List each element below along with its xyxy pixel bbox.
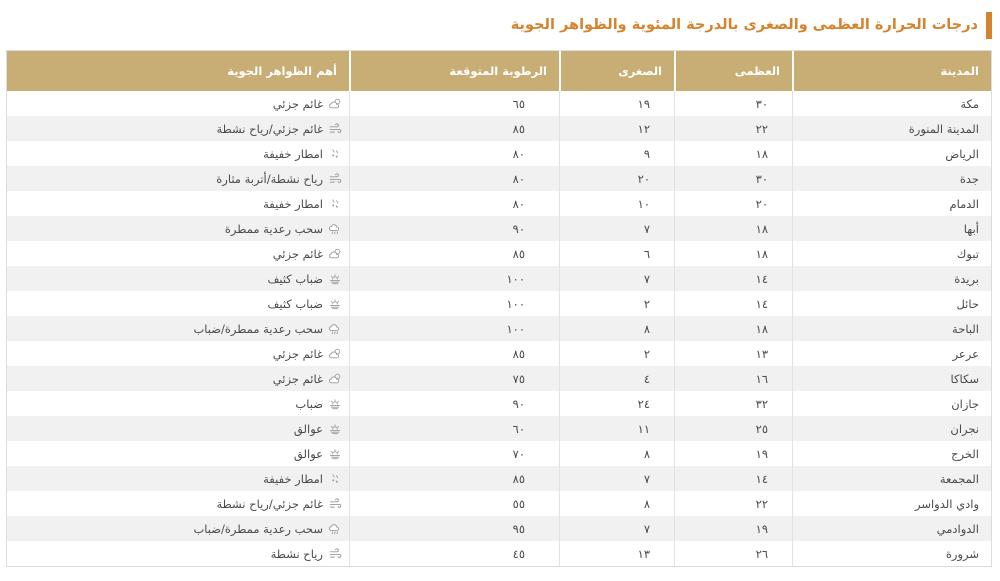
city-name: عرعر [792, 341, 991, 366]
partly-cloudy-icon [328, 97, 342, 111]
max-temp-value: ١٨ [674, 241, 792, 266]
min-temp-value: ١١ [559, 416, 674, 441]
phenomena-label: امطار خفيفة [263, 196, 323, 211]
city-name: بريدة [792, 266, 991, 291]
phenomena-label: ضباب كثيف [267, 271, 323, 286]
table-row [7, 341, 991, 366]
table-row [7, 541, 991, 566]
humidity-value: ٤٥ [349, 541, 559, 566]
weather-table [6, 50, 992, 567]
phenomena-content [7, 272, 342, 286]
humidity-value: ٨٠ [349, 141, 559, 166]
min-temp-value: ٢ [559, 291, 674, 316]
phenomena-label: سحب رعدية ممطرة/ضباب [193, 521, 323, 536]
phenomena-cell [7, 141, 349, 166]
header-humidity: الرطوبة المتوقعة [349, 51, 559, 91]
header-phenomena: أهم الظواهر الجوية [7, 51, 349, 91]
page-title: درجات الحرارة العظمى والصغرى بالدرجة المئوية والظواهر الجوية [510, 17, 978, 33]
phenomena-cell [7, 466, 349, 491]
phenomena-label: رياح نشطة/أتربة مثارة [216, 171, 323, 186]
max-temp-value: ١٤ [674, 291, 792, 316]
min-temp-value: ٦ [559, 241, 674, 266]
humidity-value: ٧٥ [349, 366, 559, 391]
phenomena-content [7, 522, 342, 536]
phenomena-content [7, 422, 342, 436]
city-name: مكة [792, 91, 991, 116]
min-temp-value: ٨ [559, 491, 674, 516]
header-city: المدينة [792, 51, 991, 91]
max-temp-value: ٢٠ [674, 191, 792, 216]
phenomena-content [7, 397, 342, 411]
fog-icon [328, 397, 342, 411]
fog-icon [328, 422, 342, 436]
max-temp-value: ١٤ [674, 266, 792, 291]
phenomena-label: ضباب [295, 396, 323, 411]
phenomena-cell [7, 416, 349, 441]
min-temp-value: ٨ [559, 441, 674, 466]
table-row [7, 366, 991, 391]
max-temp-value: ١٤ [674, 466, 792, 491]
partly-cloudy-icon [328, 347, 342, 361]
phenomena-label: غائم جزئي [272, 346, 323, 361]
table-row [7, 491, 991, 516]
storm-cloud-icon [328, 322, 342, 336]
phenomena-cell [7, 166, 349, 191]
city-name: المدينة المنورة [792, 116, 991, 141]
city-name: الدوادمي [792, 516, 991, 541]
phenomena-content [7, 372, 342, 386]
phenomena-content [7, 347, 342, 361]
title-accent-bar [986, 12, 992, 39]
city-name: أبها [792, 216, 991, 241]
phenomena-content [7, 197, 342, 211]
phenomena-cell [7, 491, 349, 516]
phenomena-cell [7, 541, 349, 566]
max-temp-value: ١٨ [674, 141, 792, 166]
max-temp-value: ٢٦ [674, 541, 792, 566]
max-temp-value: ٣٢ [674, 391, 792, 416]
min-temp-value: ٢٤ [559, 391, 674, 416]
phenomena-content [7, 472, 342, 486]
phenomena-label: غائم جزئي [272, 371, 323, 386]
max-temp-value: ٢٢ [674, 491, 792, 516]
phenomena-label: امطار خفيفة [263, 146, 323, 161]
max-temp-value: ١٣ [674, 341, 792, 366]
humidity-value: ٨٠ [349, 191, 559, 216]
header-min-temp: الصغرى [559, 51, 674, 91]
min-temp-value: ١٠ [559, 191, 674, 216]
phenomena-cell [7, 216, 349, 241]
phenomena-label: غائم جزئي/رياح نشطة [216, 121, 323, 136]
phenomena-content [7, 247, 342, 261]
min-temp-value: ١٩ [559, 91, 674, 116]
table-row [7, 116, 991, 141]
city-name: الرياض [792, 141, 991, 166]
phenomena-content [7, 297, 342, 311]
header-row [7, 51, 991, 91]
wind-icon [328, 172, 342, 186]
min-temp-value: ٧ [559, 466, 674, 491]
light-rain-icon [328, 147, 342, 161]
storm-cloud-icon [328, 222, 342, 236]
phenomena-label: ضباب كثيف [267, 296, 323, 311]
phenomena-content [7, 547, 342, 561]
phenomena-content [7, 147, 342, 161]
city-name: الباحة [792, 316, 991, 341]
table-row [7, 91, 991, 116]
humidity-value: ١٠٠ [349, 291, 559, 316]
table-row [7, 416, 991, 441]
max-temp-value: ١٨ [674, 316, 792, 341]
wind-icon [328, 547, 342, 561]
humidity-value: ٨٥ [349, 466, 559, 491]
min-temp-value: ٧ [559, 266, 674, 291]
partly-cloudy-icon [328, 247, 342, 261]
wind-icon [328, 122, 342, 136]
humidity-value: ٧٠ [349, 441, 559, 466]
fog-icon [328, 447, 342, 461]
humidity-value: ٦٠ [349, 416, 559, 441]
table-row [7, 391, 991, 416]
min-temp-value: ١٢ [559, 116, 674, 141]
phenomena-content [7, 97, 342, 111]
header-max-temp: العظمى [674, 51, 792, 91]
phenomena-content [7, 497, 342, 511]
humidity-value: ٩٠ [349, 391, 559, 416]
phenomena-label: سحب رعدية ممطرة/ضباب [193, 321, 323, 336]
phenomena-cell [7, 316, 349, 341]
city-name: حائل [792, 291, 991, 316]
phenomena-content [7, 222, 342, 236]
max-temp-value: ٢٢ [674, 116, 792, 141]
phenomena-content [7, 447, 342, 461]
phenomena-label: غائم جزئي [272, 246, 323, 261]
city-name: شرورة [792, 541, 991, 566]
table-row [7, 191, 991, 216]
city-name: الدمام [792, 191, 991, 216]
wind-icon [328, 497, 342, 511]
city-name: الخرج [792, 441, 991, 466]
min-temp-value: ٨ [559, 316, 674, 341]
min-temp-value: ٢٠ [559, 166, 674, 191]
humidity-value: ٨٥ [349, 241, 559, 266]
max-temp-value: ١٦ [674, 366, 792, 391]
city-name: جازان [792, 391, 991, 416]
city-name: سكاكا [792, 366, 991, 391]
min-temp-value: ٢ [559, 341, 674, 366]
max-temp-value: ٣٠ [674, 91, 792, 116]
phenomena-cell [7, 516, 349, 541]
humidity-value: ٨٥ [349, 341, 559, 366]
humidity-value: ٨٥ [349, 116, 559, 141]
phenomena-cell [7, 441, 349, 466]
table-row [7, 291, 991, 316]
phenomena-cell [7, 266, 349, 291]
max-temp-value: ١٩ [674, 441, 792, 466]
city-name: نجران [792, 416, 991, 441]
phenomena-cell [7, 116, 349, 141]
fog-icon [328, 272, 342, 286]
humidity-value: ٩٥ [349, 516, 559, 541]
max-temp-value: ١٩ [674, 516, 792, 541]
min-temp-value: ١٣ [559, 541, 674, 566]
table-row [7, 441, 991, 466]
min-temp-value: ٤ [559, 366, 674, 391]
max-temp-value: ٣٠ [674, 166, 792, 191]
phenomena-cell [7, 366, 349, 391]
phenomena-cell [7, 341, 349, 366]
partly-cloudy-icon [328, 372, 342, 386]
storm-cloud-icon [328, 522, 342, 536]
phenomena-label: رياح نشطة [270, 546, 323, 561]
humidity-value: ١٠٠ [349, 316, 559, 341]
max-temp-value: ١٨ [674, 216, 792, 241]
table-row [7, 466, 991, 491]
phenomena-content [7, 172, 342, 186]
city-name: جدة [792, 166, 991, 191]
table-row [7, 141, 991, 166]
table-row [7, 241, 991, 266]
phenomena-label: سحب رعدية ممطرة [224, 221, 323, 236]
min-temp-value: ٧ [559, 216, 674, 241]
phenomena-cell [7, 391, 349, 416]
phenomena-label: غائم جزئي [272, 96, 323, 111]
city-name: تبوك [792, 241, 991, 266]
page-title-bar [8, 10, 992, 40]
phenomena-cell [7, 291, 349, 316]
table-row [7, 516, 991, 541]
max-temp-value: ٢٥ [674, 416, 792, 441]
light-rain-icon [328, 472, 342, 486]
city-name: وادي الدواسر [792, 491, 991, 516]
fog-icon [328, 297, 342, 311]
phenomena-cell [7, 241, 349, 266]
phenomena-content [7, 322, 342, 336]
city-name: المجمعة [792, 466, 991, 491]
phenomena-content [7, 122, 342, 136]
table-row [7, 266, 991, 291]
phenomena-label: عوالق [293, 421, 323, 436]
phenomena-label: عوالق [293, 446, 323, 461]
table-row [7, 166, 991, 191]
phenomena-label: امطار خفيفة [263, 471, 323, 486]
table-row [7, 316, 991, 341]
min-temp-value: ٩ [559, 141, 674, 166]
humidity-value: ٦٥ [349, 91, 559, 116]
table-row [7, 216, 991, 241]
humidity-value: ١٠٠ [349, 266, 559, 291]
phenomena-label: غائم جزئي/رياح نشطة [216, 496, 323, 511]
light-rain-icon [328, 197, 342, 211]
humidity-value: ٥٥ [349, 491, 559, 516]
humidity-value: ٨٠ [349, 166, 559, 191]
phenomena-cell [7, 91, 349, 116]
humidity-value: ٩٠ [349, 216, 559, 241]
min-temp-value: ٧ [559, 516, 674, 541]
phenomena-cell [7, 191, 349, 216]
